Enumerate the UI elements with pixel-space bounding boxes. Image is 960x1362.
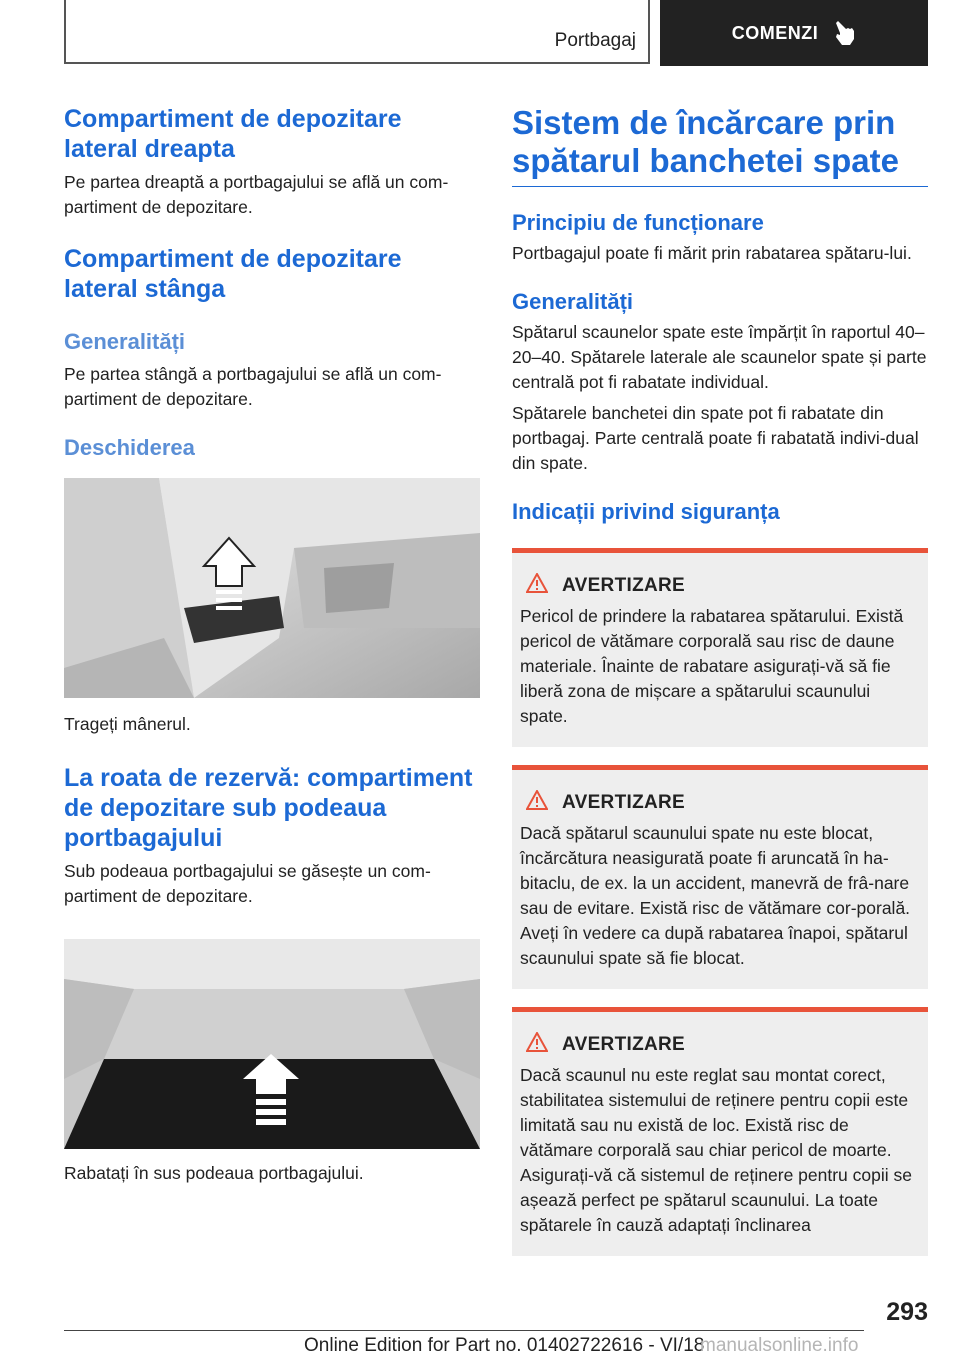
caption-pull-handle: Trageți mânerul. [64,714,191,734]
caption-lift-floor: Rabatați în sus podeaua portbagajului. [64,1163,364,1183]
heading-principle: Principiu de funcționare [512,210,764,235]
header-tab-label: COMENZI [731,22,819,43]
main-heading: Sistem de încărcare prin spătarul banchetei spate [512,104,899,179]
footer-edition: Online Edition for Part no. 01402722616 - VI/18 [304,1335,705,1356]
header-section-box [64,0,650,64]
heading-opening: Deschiderea [64,435,195,460]
warning-triangle-icon [526,790,548,815]
warning-text: Pericol de prindere la rabatarea spătarului. Există pericol de vătămare corporală sau risc de daune materiale. Înainte de rabatare asigurați-vă să fie liberă zona de mișcare a spătarului scaunului spate. [520,606,904,726]
header-section-title: Portbagaj [554,30,636,51]
warning-text: Dacă scaunul nu este reglat sau montat corect, stabilitatea sistemului de reținere pentru copii este limitată sau nu există de loc. Există risc de vătămare corporală sau chiar pericol de moarte. Asigurați-vă că sistemul de reținere pentru copii se așează perfect pe spătarul scaunului. La toate spătarele în cauză adaptați înclinarea [520,1065,912,1235]
warning-text: Dacă spătarul scaunului spate nu este blocat, încărcătura neasigurată poate fi aruncată în ha-bitaclu, de ex. la un accident, manevră de frâ-nare sau de evitare. Există risc de vătămare cor-porală. Aveți în vedere ca după rabatarea înapoi, spătarul scaunului spate să fie blocat. [520,823,911,968]
warning-title: AVERTIZARE [562,1033,685,1055]
paragraph-spare-wheel: Sub podeaua portbagajului se găsește un com-partiment de depozitare. [64,861,431,906]
warning-triangle-icon [526,573,548,598]
warning-box-3 [512,1007,928,1256]
paragraph-right-storage: Pe partea dreaptă a portbagajului se află un com-partiment de depozitare. [64,172,449,217]
paragraph-general-1: Spătarul scaunelor spate este împărțit în raportul 40–20–40. Spătarele laterale ale scaunelor spate și parte centrală pot fi rabatate individual. [512,322,927,392]
heading-rule [512,186,928,187]
heading-general: Generalități [512,289,634,314]
heading-spare-wheel: La roata de rezervă: compartiment de depozitare sub podeaua portbagajului [64,764,473,852]
footer-rule [64,1330,864,1331]
header-tab[interactable] [660,0,928,66]
right-column [512,104,928,1256]
side-compartment-image [64,478,480,698]
heading-right-storage: Compartiment de depozitare lateral dreapta [64,105,402,163]
heading-left-storage: Compartiment de depozitare lateral stânga [64,245,402,303]
warning-box-2 [512,765,928,989]
warning-title: AVERTIZARE [562,574,685,596]
warning-triangle-icon [526,1032,548,1057]
footer-watermark: manualsonline.info [700,1335,859,1356]
warning-title: AVERTIZARE [562,791,685,813]
hand-pointer-icon [832,19,856,47]
paragraph-left-storage: Pe partea stângă a portbagajului se află un com-partiment de depozitare. [64,364,442,409]
heading-safety: Indicații privind siguranța [512,499,780,524]
paragraph-general-2: Spătarele banchetei din spate pot fi rabatate din portbagaj. Parte centrală poate fi rabatată indivi-dual din spate. [512,403,919,473]
left-column [64,104,480,1186]
warning-box-1 [512,548,928,747]
page-number: 293 [886,1298,928,1326]
trunk-floor-image [64,939,480,1149]
heading-general-left: Generalități [64,329,186,354]
paragraph-principle: Portbagajul poate fi mărit prin rabatarea spătaru-lui. [512,243,912,263]
